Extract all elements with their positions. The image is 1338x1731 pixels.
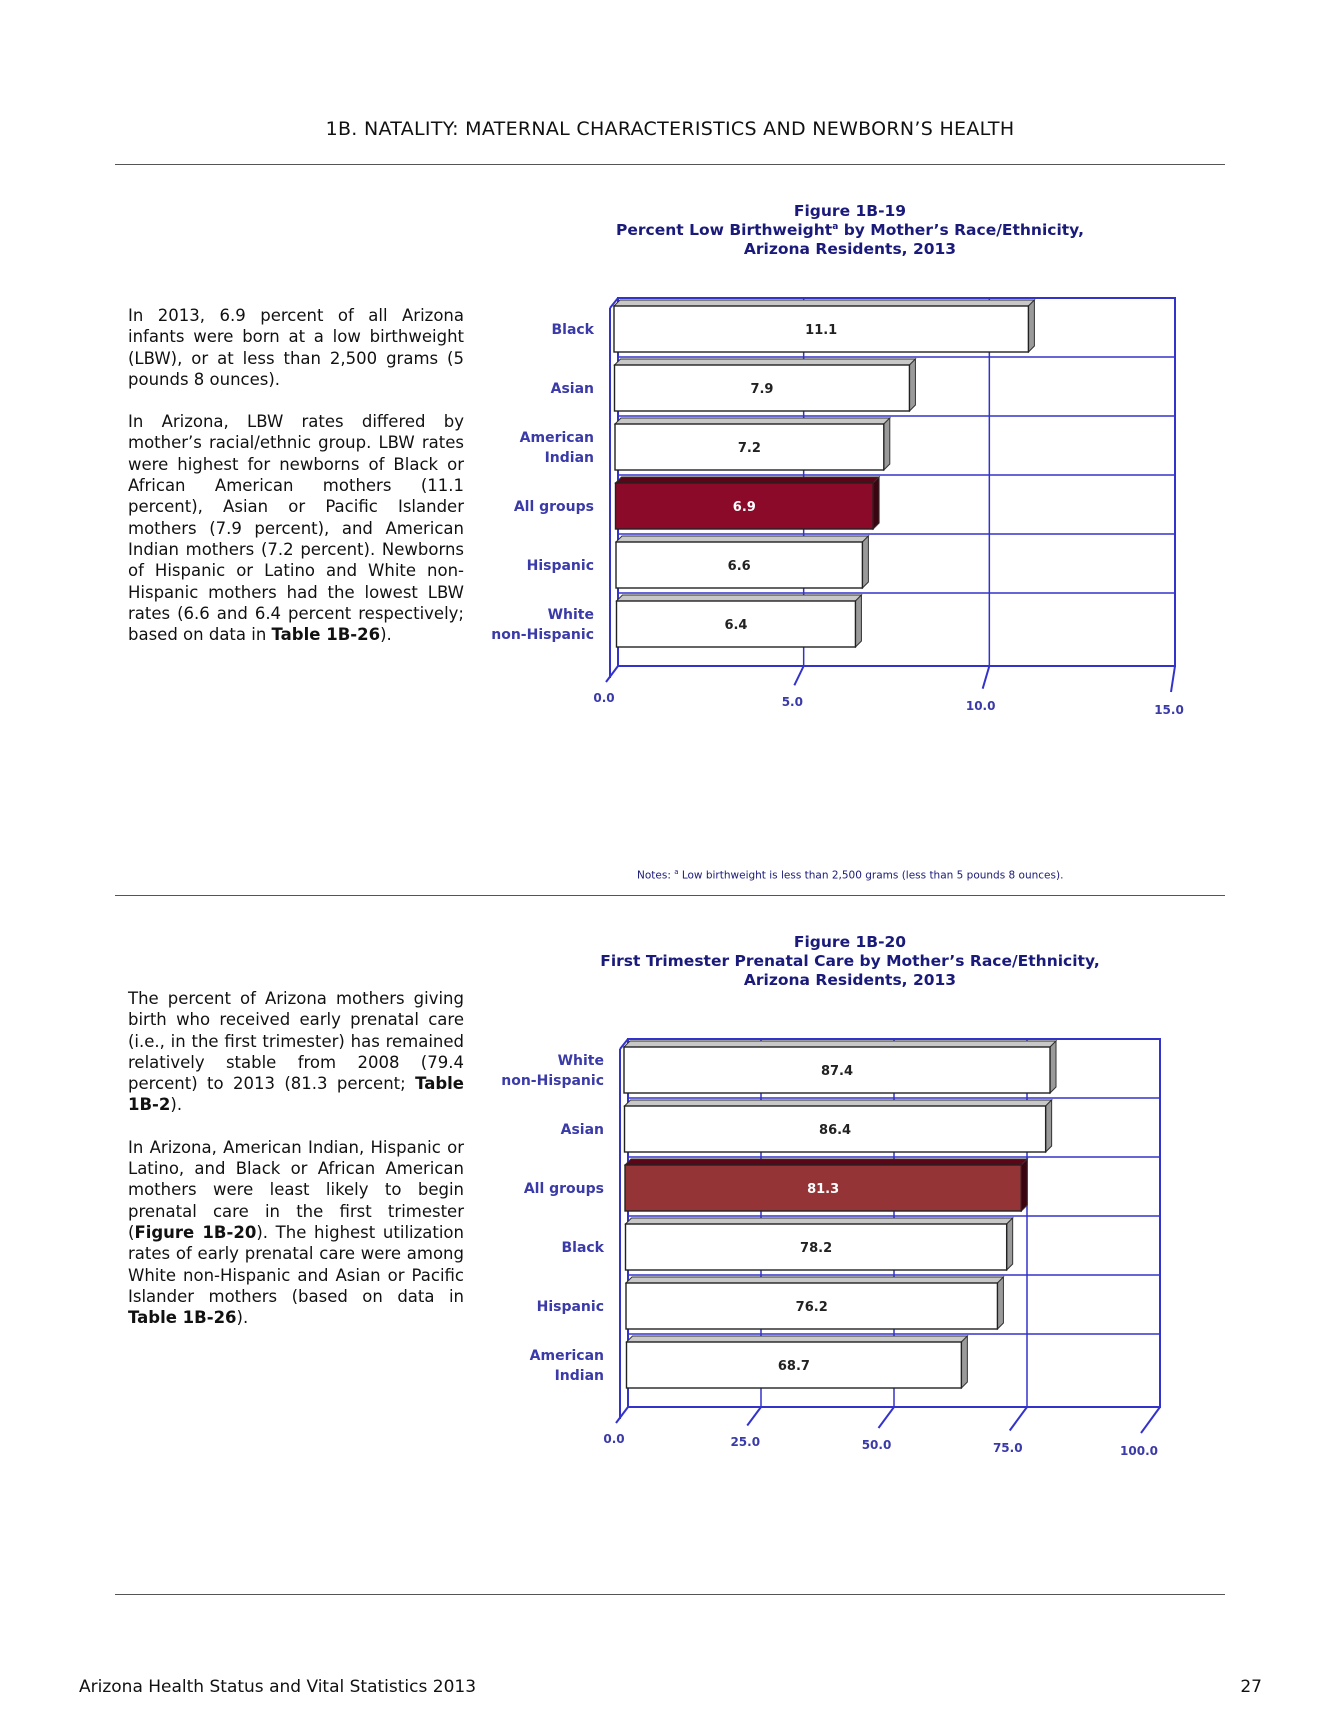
text-1-p2-a: In Arizona, LBW rates differed by mother’s racial/ethnic group. LBW rates were highest for newborns of Black or African American mothers (11.1 percent), Asian or Pacific Islander mothers (7.9 percent), and American Indian mothers (7.2 percent). Newborns of Hispanic or Latino and White non-Hispanic mothers had the lowest LBW rates (6.6 and 6.4 percent respectively; based on data in bbox=[128, 412, 464, 645]
bar-side-face bbox=[997, 1277, 1003, 1329]
category-label: American bbox=[529, 1348, 604, 1364]
category-label: Black bbox=[551, 322, 594, 338]
chart-tick-label: 100.0 bbox=[1120, 1444, 1158, 1458]
chart-floor-tick bbox=[983, 666, 990, 689]
chart-floor-tick bbox=[606, 666, 618, 682]
category-label: Hispanic bbox=[526, 558, 594, 574]
figure-2-number: Figure 1B-20 bbox=[793, 933, 907, 951]
bar-top-face bbox=[625, 1100, 1052, 1106]
figure-1-title-part1: Percent Low Birthweight bbox=[616, 221, 833, 239]
category-label: White bbox=[557, 1053, 604, 1069]
divider-middle bbox=[115, 895, 1225, 896]
note-sup: a bbox=[674, 868, 679, 876]
figure-1-note bbox=[637, 868, 1063, 882]
chart-floor-tick bbox=[1141, 1407, 1160, 1433]
text-2-p2-b: ). The highest utilization rates of early prenatal care were among White non-Hispanic and Asian or Pacific Islander mothers (based on data in bbox=[128, 1222, 464, 1306]
figure-2-title-line2: First Trimester Prenatal Care by Mother’s Race/Ethnicity, bbox=[600, 952, 1100, 970]
bar-top-face bbox=[626, 1218, 1013, 1224]
table-ref-1b-2: Table 1B-2 bbox=[128, 1074, 464, 1115]
category-label: Asian bbox=[560, 1122, 604, 1138]
figure-2-title-line3: Arizona Residents, 2013 bbox=[743, 971, 957, 989]
text-block-2 bbox=[128, 988, 464, 1349]
chart-floor-tick bbox=[1010, 1407, 1027, 1431]
category-label: Indian bbox=[544, 450, 594, 466]
table-ref-1b-26-second: Table 1B-26 bbox=[128, 1308, 237, 1328]
chart-tick-label: 5.0 bbox=[781, 695, 803, 709]
chart-tick-label: 50.0 bbox=[861, 1438, 892, 1452]
bar-top-face bbox=[616, 477, 880, 483]
bar-value-label: 6.9 bbox=[732, 500, 756, 515]
category-label: Hispanic bbox=[536, 1299, 604, 1315]
bar-value-label: 6.6 bbox=[727, 559, 751, 574]
bar-top-face bbox=[626, 1277, 1003, 1283]
table-ref-1b-26: Table 1B-26 bbox=[271, 625, 381, 645]
text-2-p2-a: In Arizona, American Indian, Hispanic or Latino, and Black or African American mothers were least likely to begin prenatal care in the first trimester ( bbox=[128, 1137, 464, 1242]
figure-1-title-line2 bbox=[560, 221, 1140, 240]
bar-value-label: 86.4 bbox=[819, 1123, 852, 1138]
bar-top-face bbox=[615, 418, 890, 424]
bar-value-label: 7.9 bbox=[750, 382, 774, 397]
bar-side-face bbox=[909, 359, 915, 411]
chart-prenatal-care bbox=[490, 1025, 1210, 1485]
chart-tick-label: 0.0 bbox=[603, 1432, 625, 1446]
text-1-p2-b: ). bbox=[380, 625, 392, 645]
text-block-1 bbox=[128, 305, 464, 666]
bar-top-face bbox=[615, 359, 916, 365]
bar-side-face bbox=[1046, 1100, 1052, 1152]
chart-tick-label: 10.0 bbox=[965, 699, 996, 713]
bar-side-face bbox=[1021, 1159, 1027, 1211]
bar-side-face bbox=[1028, 300, 1034, 352]
bar-top-face bbox=[616, 536, 868, 542]
figure-1-title-sup: a bbox=[832, 221, 839, 232]
figure-1-title-line3: Arizona Residents, 2013 bbox=[743, 240, 957, 258]
category-label: non-Hispanic bbox=[491, 627, 594, 643]
bar-value-label: 81.3 bbox=[807, 1182, 840, 1197]
category-label: White bbox=[547, 607, 594, 623]
bar-value-label: 78.2 bbox=[800, 1241, 833, 1256]
bar-side-face bbox=[1007, 1218, 1013, 1270]
bar-value-label: 76.2 bbox=[795, 1300, 828, 1315]
chart-floor-tick bbox=[1171, 666, 1175, 692]
divider-top bbox=[115, 164, 1225, 165]
bar-value-label: 7.2 bbox=[737, 441, 761, 456]
category-label: American bbox=[519, 430, 594, 446]
footer-title: Arizona Health Status and Vital Statistics 2013 bbox=[79, 1677, 477, 1697]
text-1-paragraph-1: In 2013, 6.9 percent of all Arizona infants were born at a low birthweight (LBW), or at less than 2,500 grams (5 pounds 8 ounces). bbox=[128, 306, 464, 389]
text-1-paragraph-2 bbox=[128, 411, 464, 645]
figure-1-title bbox=[560, 202, 1140, 259]
figure-1-number: Figure 1B-19 bbox=[793, 202, 907, 220]
text-2-paragraph-1 bbox=[128, 988, 464, 1116]
page-number: 27 bbox=[1240, 1677, 1262, 1697]
chart-low-birthweight bbox=[490, 290, 1210, 730]
text-2-paragraph-2 bbox=[128, 1137, 464, 1329]
category-label: non-Hispanic bbox=[501, 1073, 604, 1089]
bar-side-face bbox=[873, 477, 879, 529]
figure-ref-1b-20: Figure 1B-20 bbox=[134, 1222, 257, 1242]
bar-top-face bbox=[614, 300, 1034, 306]
figure-2-title bbox=[560, 933, 1140, 990]
bar-side-face bbox=[855, 595, 861, 647]
text-2-p2-c: ). bbox=[236, 1308, 249, 1328]
bar-side-face bbox=[884, 418, 890, 470]
chart-floor-tick bbox=[616, 1407, 628, 1423]
chart-tick-label: 25.0 bbox=[730, 1435, 761, 1449]
chart-tick-label: 15.0 bbox=[1154, 703, 1184, 717]
bar-value-label: 6.4 bbox=[724, 618, 748, 633]
bar-top-face bbox=[617, 595, 862, 601]
chart-tick-label: 0.0 bbox=[593, 691, 615, 705]
note-prefix: Notes: bbox=[637, 869, 675, 882]
chart-floor-tick bbox=[794, 666, 803, 685]
bar-top-face bbox=[625, 1159, 1027, 1165]
bar-value-label: 11.1 bbox=[805, 323, 838, 338]
chart-floor-tick bbox=[747, 1407, 761, 1426]
note-text: Low birthweight is less than 2,500 grams (less than 5 pounds 8 ounces). bbox=[678, 869, 1064, 882]
bar-value-label: 68.7 bbox=[777, 1359, 810, 1374]
category-label: Asian bbox=[550, 381, 594, 397]
chart-tick-label: 75.0 bbox=[992, 1441, 1023, 1455]
bar-side-face bbox=[862, 536, 868, 588]
category-label: Indian bbox=[554, 1368, 604, 1384]
figure-1-title-part2: by Mother’s Race/Ethnicity, bbox=[838, 221, 1084, 239]
section-header: 1B. NATALITY: MATERNAL CHARACTERISTICS AND NEWBORN’S HEALTH bbox=[325, 118, 1015, 140]
divider-bottom bbox=[115, 1594, 1225, 1595]
chart-floor-tick bbox=[879, 1407, 895, 1428]
bar-top-face bbox=[624, 1041, 1056, 1047]
bar-side-face bbox=[961, 1336, 967, 1388]
text-2-p1-b: ). bbox=[170, 1095, 183, 1115]
category-label: All groups bbox=[523, 1181, 604, 1197]
bar-top-face bbox=[627, 1336, 968, 1342]
category-label: Black bbox=[561, 1240, 604, 1256]
category-label: All groups bbox=[513, 499, 594, 515]
bar-value-label: 87.4 bbox=[820, 1064, 854, 1079]
text-2-p1-a: The percent of Arizona mothers giving birth who received early prenatal care (i.e., in the first trimester) has remained relatively stable from 2008 (79.4 percent) to 2013 (81.3 percent; bbox=[128, 989, 464, 1094]
bar-side-face bbox=[1050, 1041, 1056, 1093]
